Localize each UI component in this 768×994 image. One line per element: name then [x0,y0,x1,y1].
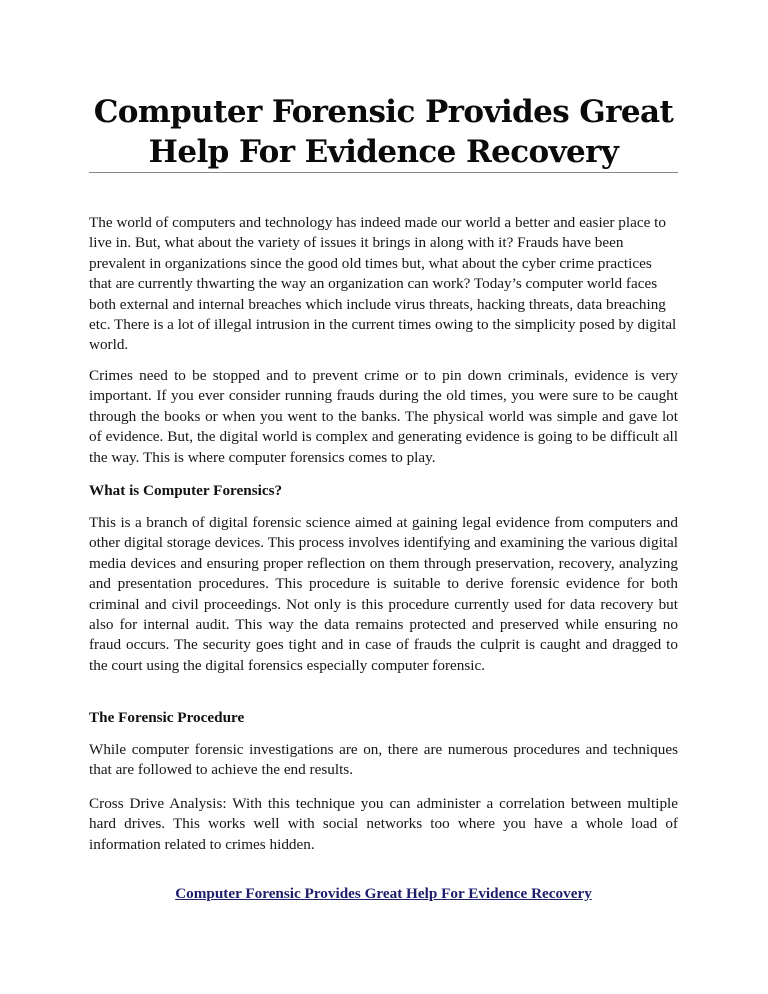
title-line-2: Help For Evidence Recovery [148,134,619,170]
title-divider [89,172,678,173]
section-heading-what-is-computer-forensics: What is Computer Forensics? [89,482,283,499]
title-line-1: Computer Forensic Provides Great [93,94,674,130]
section-heading-forensic-procedure: The Forensic Procedure [89,709,245,726]
intro-paragraph-1: The world of computers and technology has indeed made our world a better and easier place to live in. But, what about the variety of issues it brings in along with it? Frauds have been prevalent in organizations since the good old times but, what about the cyber crime practices that are currently thwarting the way an organization can work? Today’s computer world faces both external and internal breaches which include virus threats, hacking threats, data breaching etc. There is a lot of illegal intrusion in the current times owing to the simplicity posed by digital world. [89,214,677,354]
intro-paragraph-2: Crimes need to be stopped and to prevent crime or to pin down criminals, evidence is very important. If you ever consider running frauds during the old times, you were sure to be caught through the books or when you went to the banks. The physical world was simple and gave lot of evidence. But, the digital world is complex and generating evidence is going to be difficult all the way. This is where computer forensics comes to play. [89,367,678,466]
footer-title-link[interactable]: Computer Forensic Provides Great Help For Evidence Recovery [175,885,592,902]
section-1-paragraph-1: This is a branch of digital forensic science aimed at gaining legal evidence from computers and other digital storage devices. This process involves identifying and examining the various digital media devices and ensuring proper reflection on them through preservation, recovery, analyzing and presentation procedures. This procedure is suitable to derive forensic evidence for both criminal and civil proceedings. Not only is this procedure currently used for data recovery but also for internal audit. This way the data remains protected and preserved while ensuring no fraud occurs. The security goes tight and in case of frauds the culprit is caught and dragged to the court using the digital forensics especially computer forensic. [89,514,678,674]
section-2-paragraph-2: Cross Drive Analysis: With this technique you can administer a correlation between multiple hard drives. This works well with social networks too where you have a whole load of information related to crimes hidden. [89,795,678,853]
section-2-paragraph-1: While computer forensic investigations are on, there are numerous procedures and techniques that are followed to achieve the end results. [89,741,678,779]
page-title [89,92,678,172]
